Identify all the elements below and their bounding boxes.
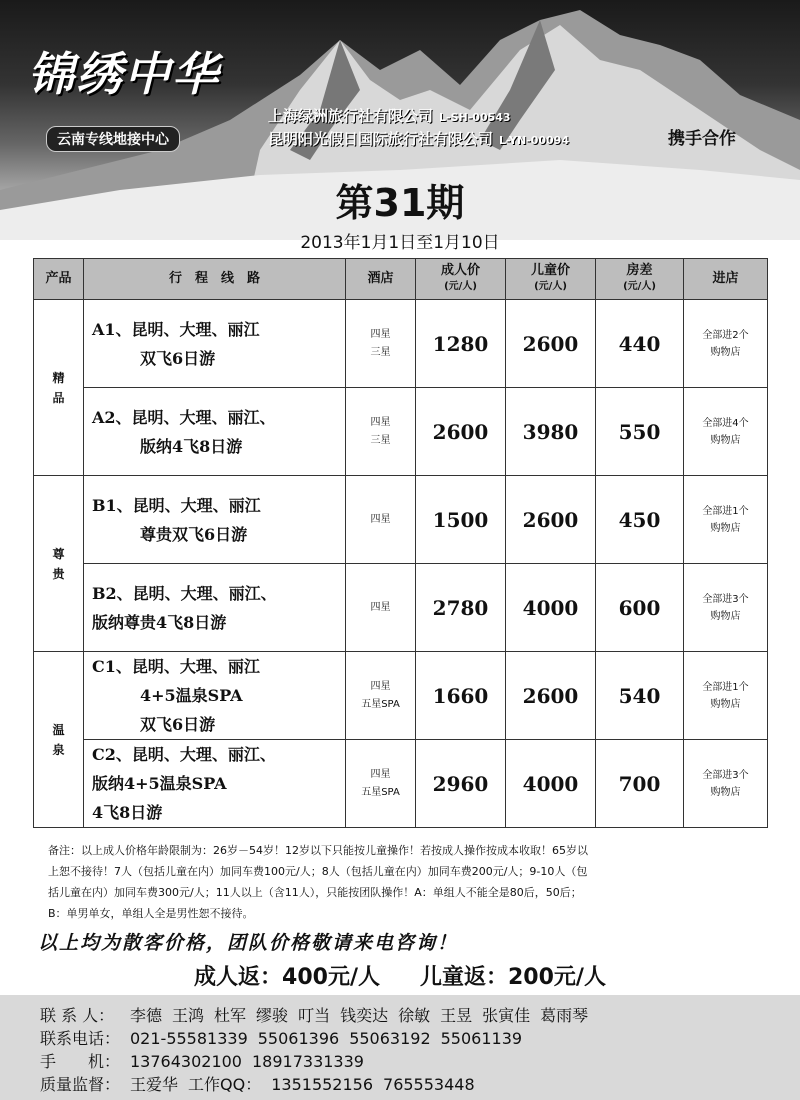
table-row bbox=[34, 740, 768, 828]
company-1-license: L-SH-00543 bbox=[439, 111, 511, 124]
contact-person: 李德 bbox=[130, 1006, 163, 1025]
phone-number: 55063192 bbox=[349, 1029, 431, 1048]
category-label: 温 bbox=[52, 722, 65, 737]
contact-people-row bbox=[40, 1003, 598, 1026]
contact-phone-label: 联系电话： bbox=[40, 1029, 121, 1048]
hotel-cell bbox=[346, 476, 416, 564]
shop-line: 购物店 bbox=[710, 610, 741, 622]
adult-price: 1660 bbox=[416, 652, 506, 740]
room-diff: 450 bbox=[596, 476, 684, 564]
hotel-line: 四星 bbox=[370, 416, 391, 428]
shop-line: 全部进1个 bbox=[702, 681, 749, 693]
contact-person: 缪骏 bbox=[256, 1006, 289, 1025]
hotel-cell bbox=[346, 300, 416, 388]
remark-line: B：单男单女，单组人全是男性恕不接待。 bbox=[48, 907, 254, 920]
route-line: 版纳4飞8日游 bbox=[140, 436, 243, 456]
date-range: 2013年1月1日至1月10日 bbox=[300, 233, 500, 253]
hotel-line: 五星SPA bbox=[361, 786, 400, 798]
table-row bbox=[34, 476, 768, 564]
shop-line: 全部进3个 bbox=[702, 769, 749, 781]
shop-cell bbox=[684, 652, 768, 740]
company-2-name: 昆明阳光假日国际旅行社有限公司 bbox=[268, 130, 494, 148]
contact-people-label: 联 系 人： bbox=[40, 1006, 115, 1025]
room-diff: 550 bbox=[596, 388, 684, 476]
route-line: B1、昆明、大理、丽江 bbox=[92, 495, 261, 515]
table-row bbox=[34, 652, 768, 740]
table-header-row bbox=[34, 259, 768, 300]
child-price: 2600 bbox=[506, 476, 596, 564]
header-shop: 进店 bbox=[684, 259, 768, 300]
room-diff: 440 bbox=[596, 300, 684, 388]
header-adult-unit: (元/人) bbox=[444, 281, 477, 292]
hotel-line: 三星 bbox=[370, 434, 391, 446]
route-line: 版纳尊贵4飞8日游 bbox=[92, 612, 227, 632]
contact-person: 徐敏 bbox=[398, 1006, 431, 1025]
shop-line: 购物店 bbox=[710, 786, 741, 798]
shop-line: 购物店 bbox=[710, 698, 741, 710]
qq-number: 1351552156 bbox=[271, 1075, 374, 1094]
adult-rebate: 成人返：400元/人 bbox=[194, 965, 380, 990]
shop-cell bbox=[684, 300, 768, 388]
contact-person: 张寅佳 bbox=[482, 1006, 531, 1025]
route-cell bbox=[84, 300, 346, 388]
contact-mobile-label: 手 机： bbox=[40, 1052, 121, 1071]
table-row bbox=[34, 564, 768, 652]
adult-price: 2780 bbox=[416, 564, 506, 652]
hotel-cell bbox=[346, 652, 416, 740]
shop-cell bbox=[684, 476, 768, 564]
category-label: 泉 bbox=[52, 742, 65, 757]
child-price: 2600 bbox=[506, 300, 596, 388]
category-label: 品 bbox=[52, 390, 65, 405]
contact-person: 葛雨琴 bbox=[540, 1006, 589, 1025]
rebate-line bbox=[0, 960, 800, 991]
hotel-line: 四星 bbox=[370, 768, 391, 780]
route-line: 双飞6日游 bbox=[140, 715, 216, 734]
table-row bbox=[34, 388, 768, 476]
mobile-number: 18917331339 bbox=[251, 1052, 364, 1071]
route-line: 双飞6日游 bbox=[140, 348, 216, 368]
contact-qc-row bbox=[40, 1072, 485, 1095]
mobile-number: 13764302100 bbox=[130, 1052, 242, 1071]
shop-line: 购物店 bbox=[710, 434, 741, 446]
phone-number: 55061139 bbox=[440, 1029, 523, 1048]
route-cell bbox=[84, 476, 346, 564]
contact-person: 王昱 bbox=[440, 1006, 473, 1025]
shop-line: 全部进3个 bbox=[702, 593, 749, 605]
header-room-label: 房差 bbox=[626, 263, 653, 278]
contact-person: 杜军 bbox=[214, 1006, 247, 1025]
header-child-unit: (元/人) bbox=[534, 281, 567, 292]
category-label: 尊 bbox=[52, 546, 65, 561]
phone-number: 021-55581339 bbox=[130, 1029, 248, 1048]
qq-number: 765553448 bbox=[383, 1075, 475, 1094]
category-label: 精 bbox=[52, 370, 65, 385]
room-diff: 540 bbox=[596, 652, 684, 740]
header-child-label: 儿童价 bbox=[530, 263, 570, 278]
adult-price: 1500 bbox=[416, 476, 506, 564]
contact-mobile-row bbox=[40, 1049, 374, 1072]
issue-number: 第31期 bbox=[335, 181, 465, 225]
route-cell bbox=[84, 564, 346, 652]
table-row bbox=[34, 300, 768, 388]
route-line: A1、昆明、大理、丽江 bbox=[92, 319, 260, 339]
child-rebate: 儿童返：200元/人 bbox=[420, 965, 606, 990]
hotel-cell bbox=[346, 564, 416, 652]
adult-price: 2600 bbox=[416, 388, 506, 476]
shop-cell bbox=[684, 564, 768, 652]
category-label: 贵 bbox=[52, 566, 65, 581]
header-product: 产品 bbox=[34, 259, 84, 300]
route-cell bbox=[84, 740, 346, 828]
category-cell bbox=[34, 476, 84, 652]
shop-line: 全部进2个 bbox=[702, 329, 749, 341]
phone-number: 55061396 bbox=[257, 1029, 340, 1048]
header-route: 行 程 线 路 bbox=[84, 259, 346, 300]
route-line: B2、昆明、大理、丽江、 bbox=[92, 583, 277, 603]
header-room-unit: (元/人) bbox=[623, 281, 656, 292]
contact-phone-row bbox=[40, 1026, 532, 1049]
header-child-price bbox=[506, 259, 596, 300]
company-1-name: 上海绿洲旅行社有限公司 bbox=[268, 107, 434, 125]
header-hotel: 酒店 bbox=[346, 259, 416, 300]
tour-price-table bbox=[33, 258, 768, 828]
adult-price: 2960 bbox=[416, 740, 506, 828]
route-line: C2、昆明、大理、丽江、 bbox=[92, 745, 276, 764]
route-line: A2、昆明、大理、丽江、 bbox=[92, 407, 276, 427]
partnership-text: 携手合作 bbox=[668, 129, 736, 149]
header-adult-label: 成人价 bbox=[440, 263, 480, 278]
qc-label: 质量监督： bbox=[40, 1075, 121, 1094]
contact-person: 钱奕达 bbox=[340, 1006, 389, 1025]
route-line: 尊贵双飞6日游 bbox=[140, 524, 248, 544]
contact-panel bbox=[0, 995, 800, 1100]
shop-line: 全部进4个 bbox=[702, 417, 749, 429]
qc-name: 王爱华 bbox=[130, 1075, 179, 1094]
remark-line: 上恕不接待！7人（包括儿童在内）加同车费100元/人；8人（包括儿童在内）加同车费200元/人；9-10人（包 bbox=[48, 865, 588, 878]
slogan: 以上均为散客价格，团队价格敬请来电咨询！ bbox=[38, 932, 459, 954]
shop-cell bbox=[684, 388, 768, 476]
hotel-line: 四星 bbox=[370, 601, 391, 613]
company-2 bbox=[268, 128, 569, 149]
adult-price: 1280 bbox=[416, 300, 506, 388]
contact-person: 叮当 bbox=[298, 1006, 331, 1025]
header-room-diff bbox=[596, 259, 684, 300]
hotel-line: 四星 bbox=[370, 680, 391, 692]
company-2-license: L-YN-00094 bbox=[499, 134, 569, 147]
hotel-cell bbox=[346, 740, 416, 828]
remarks bbox=[48, 840, 748, 924]
category-cell bbox=[34, 652, 84, 828]
hotel-line: 五星SPA bbox=[361, 698, 400, 710]
room-diff: 700 bbox=[596, 740, 684, 828]
child-price: 3980 bbox=[506, 388, 596, 476]
qq-label: 工作QQ： bbox=[188, 1075, 262, 1094]
shop-cell bbox=[684, 740, 768, 828]
route-line: 4飞8日游 bbox=[92, 803, 163, 822]
hotel-line: 三星 bbox=[370, 346, 391, 358]
shop-line: 全部进1个 bbox=[702, 505, 749, 517]
child-price: 2600 bbox=[506, 652, 596, 740]
hotel-cell bbox=[346, 388, 416, 476]
category-cell bbox=[34, 300, 84, 476]
route-line: 版纳4+5温泉SPA bbox=[92, 774, 227, 793]
shop-line: 购物店 bbox=[710, 522, 741, 534]
route-line: C1、昆明、大理、丽江 bbox=[92, 657, 260, 676]
company-1 bbox=[268, 105, 511, 126]
remark-line: 括儿童在内）加同车费300元/人；11人以上（含11人），只能按团队操作！A：单组人不能全是80后，50后； bbox=[48, 886, 582, 899]
room-diff: 600 bbox=[596, 564, 684, 652]
logo-subtitle: 云南专线地接中心 bbox=[46, 126, 180, 152]
hotel-line: 四星 bbox=[370, 513, 391, 525]
route-cell bbox=[84, 652, 346, 740]
hotel-line: 四星 bbox=[370, 328, 391, 340]
child-price: 4000 bbox=[506, 740, 596, 828]
remark-line: 备注：以上成人价格年龄限制为：26岁－54岁！12岁以下只能按儿童操作！若按成人操作按成本收取！65岁以 bbox=[48, 844, 588, 857]
contact-person: 王鸿 bbox=[172, 1006, 205, 1025]
route-cell bbox=[84, 388, 346, 476]
header-adult-price bbox=[416, 259, 506, 300]
shop-line: 购物店 bbox=[710, 346, 741, 358]
logo-text: 锦绣中华 bbox=[28, 47, 220, 101]
route-line: 4+5温泉SPA bbox=[140, 686, 243, 705]
child-price: 4000 bbox=[506, 564, 596, 652]
